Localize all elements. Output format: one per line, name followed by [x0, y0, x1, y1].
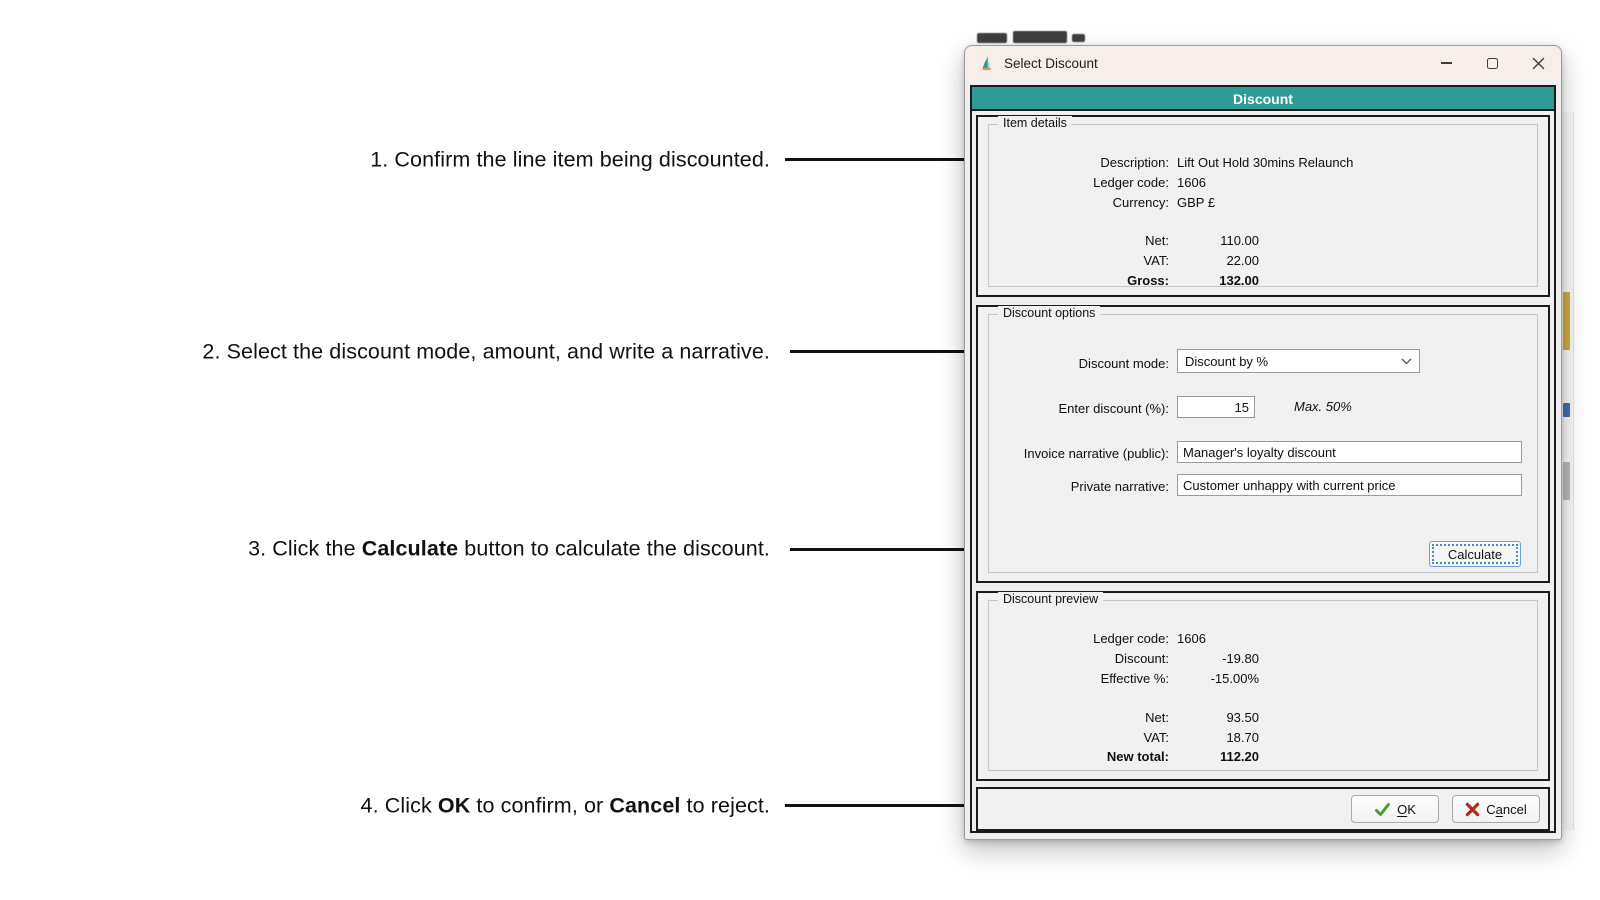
item-details-group: [988, 116, 1538, 288]
preview-vat-value: 18.70: [1226, 729, 1259, 745]
cancel-x-icon: [1465, 802, 1480, 817]
preview-ledger-row: Ledger code: 1606: [1093, 630, 1206, 646]
gross-row: Gross: 132.00: [1127, 272, 1259, 288]
preview-discount-value: -19.80: [1222, 650, 1259, 666]
discount-amount-input[interactable]: [1177, 396, 1255, 418]
description-value: Lift Out Hold 30mins Relaunch: [1177, 154, 1354, 170]
vat-row: VAT: 22.00: [1143, 252, 1259, 268]
background-window-fragment: [977, 33, 1007, 43]
calculate-button[interactable]: Calculate: [1429, 541, 1521, 567]
discount-mode-value: Discount by %: [1185, 353, 1269, 369]
preview-effective-value: -15.00%: [1210, 670, 1259, 686]
background-window-fragment: [1072, 34, 1085, 42]
cancel-button[interactable]: Cancel: [1452, 795, 1540, 823]
ledger-code-value: 1606: [1177, 174, 1206, 190]
discount-options-group: [988, 306, 1538, 573]
preview-new-total-value: 112.20: [1219, 748, 1259, 764]
vat-value: 22.00: [1226, 252, 1259, 268]
dialog-content: [970, 85, 1556, 833]
item-details-legend: Item details: [998, 116, 1072, 130]
chevron-down-icon: [1401, 358, 1412, 365]
item-details-panel: [976, 115, 1550, 297]
discount-preview-legend: Discount preview: [998, 592, 1103, 606]
window-title: Select Discount: [1004, 55, 1098, 71]
annotation-step-1: 1. Confirm the line item being discounted.: [370, 147, 770, 172]
gross-value: 132.00: [1219, 272, 1259, 288]
close-icon: [1532, 57, 1545, 70]
preview-effective-row: Effective %: -15.00%: [1100, 670, 1259, 686]
discount-preview-group: [988, 592, 1538, 771]
preview-new-total-row: New total: 112.20: [1106, 748, 1259, 764]
ok-check-icon: [1374, 802, 1391, 817]
preview-net-value: 93.50: [1226, 709, 1259, 725]
private-narrative-input[interactable]: [1177, 474, 1522, 496]
footer-panel: [976, 787, 1550, 831]
invoice-narrative-input[interactable]: [1177, 441, 1522, 463]
currency-row: Currency: GBP £: [1112, 194, 1216, 210]
background-window-mark: [1563, 462, 1570, 500]
select-discount-dialog: [964, 45, 1562, 840]
maximize-button[interactable]: [1469, 46, 1515, 80]
preview-net-row: Net: 93.50: [1145, 709, 1259, 725]
net-row: Net: 110.00: [1145, 232, 1259, 248]
discount-preview-panel: [976, 591, 1550, 781]
enter-discount-row: Enter discount (%):: [1058, 400, 1169, 416]
close-button[interactable]: [1515, 46, 1561, 80]
annotation-step-3: 3. Click the Calculate button to calculate the discount.: [248, 536, 770, 561]
maximize-icon: [1487, 58, 1498, 69]
discount-banner: Discount: [972, 87, 1554, 111]
ok-button[interactable]: OK: [1351, 795, 1439, 823]
minimize-button[interactable]: [1423, 46, 1469, 80]
title-bar[interactable]: [965, 46, 1561, 80]
preview-discount-row: Discount: -19.80: [1114, 650, 1259, 666]
discount-mode-row: Discount mode:: [1078, 355, 1169, 371]
background-window-mark: [1563, 292, 1570, 350]
description-row: Description: Lift Out Hold 30mins Relaunch: [1100, 154, 1354, 170]
sailboat-app-icon: [978, 55, 995, 72]
annotation-step-4: 4. Click OK to confirm, or Cancel to reject.: [360, 793, 770, 818]
background-window-mark: [1563, 403, 1570, 417]
annotation-step-2: 2. Select the discount mode, amount, and write a narrative.: [202, 339, 770, 364]
minimize-icon: [1441, 62, 1452, 64]
net-value: 110.00: [1220, 232, 1259, 248]
currency-value: GBP £: [1177, 194, 1216, 210]
background-window-fragment: [1013, 31, 1067, 43]
preview-ledger-value: 1606: [1177, 630, 1206, 646]
private-narrative-row: Private narrative:: [1070, 478, 1169, 494]
discount-mode-select[interactable]: [1177, 349, 1420, 373]
ledger-code-row: Ledger code: 1606: [1093, 174, 1206, 190]
preview-vat-row: VAT: 18.70: [1143, 729, 1259, 745]
discount-options-legend: Discount options: [998, 306, 1100, 320]
discount-options-panel: [976, 305, 1550, 583]
invoice-narrative-row: Invoice narrative (public):: [1023, 445, 1169, 461]
max-discount-hint: Max. 50%: [1294, 399, 1352, 414]
